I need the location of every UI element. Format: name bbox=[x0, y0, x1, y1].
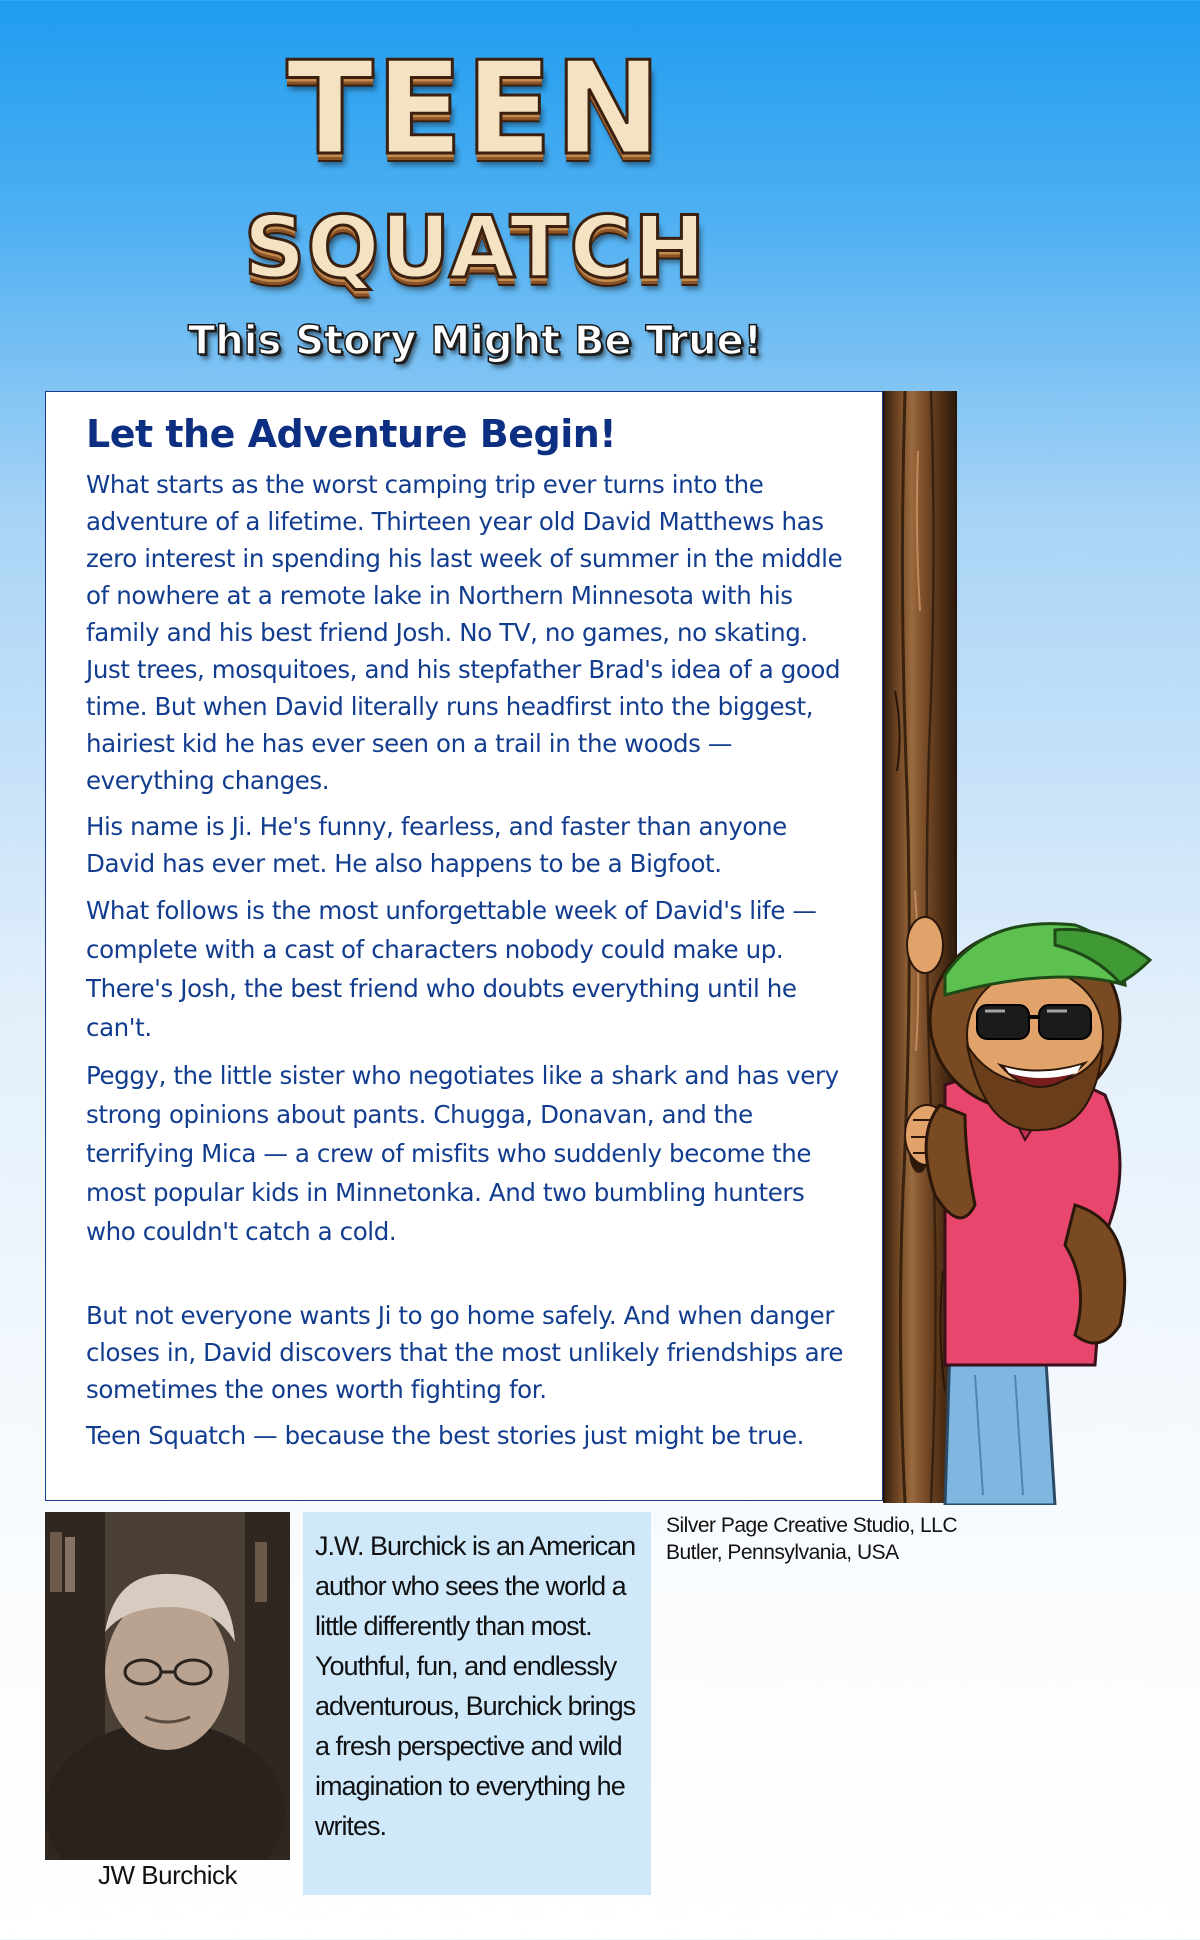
publisher-location: Butler, Pennsylvania, USA bbox=[666, 1541, 899, 1564]
story-description-box bbox=[45, 391, 883, 1501]
logo-title-squatch: SQUATCH bbox=[243, 198, 707, 298]
bigfoot-character-icon bbox=[905, 905, 1200, 1505]
story-paragraph-2: His name is Ji. He's funny, fearless, and faster than anyone David has ever met. He also happens to be a Bigfoot. bbox=[86, 812, 787, 878]
author-photo-caption: JW Burchick bbox=[98, 1860, 237, 1890]
author-bio-text: J.W. Burchick is an American author who sees the world a little differently than most. Youthful, fun, and endlessly adventurous, Burchick brings a fresh perspective and wild imagination to everything he writes. bbox=[315, 1531, 636, 1841]
story-paragraph-4: Peggy, the little sister who negotiates like a shark and has very strong opinions about pants. Chugga, Donavan, and the terrifying Mica — a crew of misfits who suddenly become the most popular kids in Minnetonka. And two bumbling hunters who couldn't catch a cold. bbox=[86, 1061, 839, 1246]
story-heading: Let the Adventure Begin! bbox=[86, 412, 617, 456]
publisher-info bbox=[666, 1512, 986, 1566]
story-paragraph-5: But not everyone wants Ji to go home safely. And when danger closes in, David discovers that the most unlikely friendships are sometimes the ones worth fighting for. bbox=[86, 1301, 844, 1404]
tagline: This Story Might Be True! bbox=[187, 318, 763, 364]
author-bio-box bbox=[303, 1512, 651, 1895]
publisher-name: Silver Page Creative Studio, LLC bbox=[666, 1514, 957, 1537]
story-paragraph-6: Teen Squatch — because the best stories just might be true. bbox=[86, 1421, 805, 1450]
logo-title-teen: TEEN bbox=[286, 35, 664, 184]
story-paragraph-1: What starts as the worst camping trip ever turns into the adventure of a lifetime. Thirteen year old David Matthews has zero interest in spending his last week of summer in the middle of nowhere at a remote lake in Northern Minnesota with his family and his best friend Josh. No TV, no games, no skating. Just trees, mosquitoes, and his stepfather Brad's idea of a good time. But when David literally runs headfirst into the biggest, hairiest kid he has ever seen on a trail in the woods — everything changes. bbox=[86, 470, 843, 795]
story-paragraph-3: What follows is the most unforgettable week of David's life — complete with a cast of characters nobody could make up. There's Josh, the best friend who doubts everything until he can't. bbox=[86, 896, 817, 1042]
author-photo bbox=[45, 1512, 290, 1860]
